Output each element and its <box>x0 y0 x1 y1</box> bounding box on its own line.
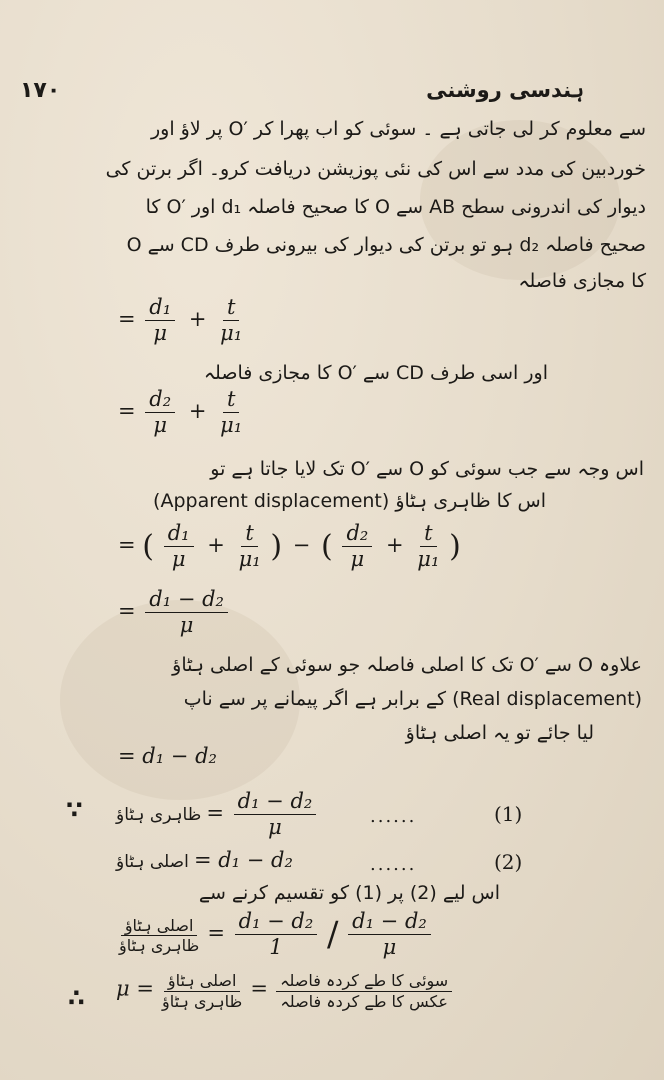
para1-line-2: خوردبین کی مدد سے اس کی نئی پوزیشن دریافت کرو۔ اگر برتن کی <box>105 158 646 180</box>
equation-2: = $\frac{\text{d₂}}{\mu}$ + $\frac{t}{\text{μ₁}}$ <box>118 387 243 438</box>
page-number: ۱۷۰ <box>20 78 61 103</box>
eq1-number: (1) <box>494 802 523 826</box>
ratio-equation: $\frac{\text{اصلی ہٹاؤ}}{\text{ظاہری ہٹاؤ}}$ = $\frac{\text{d₁ − d₂}}{1}$ / $\frac{\text{d₁ − d₂}}{\mu}$ <box>116 910 434 959</box>
numbered-equation-1: ظاہری ہٹاؤ = $\frac{\text{d₁ − d₂}}{\mu}$ <box>116 790 319 839</box>
para1-line-1: سے معلوم کر لی جاتی ہے ۔ سوئی کو اب پھرا کر ′O پر لاؤ اور <box>151 118 646 140</box>
para3-line-3: لیا جائے تو یہ اصلی ہٹاؤ <box>405 722 594 744</box>
para3-line-2: (Real displacement) کے برابر ہے اگر پیمانے پر سے ناپ <box>183 688 642 710</box>
equation-3: = ( $\frac{\text{d₁}}{\mu}$ + $\frac{t}{\text{μ₁}}$ ) − ( $\frac{\text{d₂}}{\mu}$ + $\frac{t}{\text{μ₁}}$ ) <box>118 521 461 572</box>
equation-1: = $\frac{\text{d₁}}{\mu}$ + $\frac{t}{\text{μ₁}}$ <box>118 295 243 346</box>
equation-5: = d₁ − d₂ <box>118 744 217 768</box>
para2-line-2: اس کا ظاہری ہٹاؤ (Apparent displacement) <box>153 490 546 512</box>
eq1-dots: ...... <box>370 806 417 827</box>
because-symbol: ∵ <box>66 796 83 824</box>
numbered-equation-2: اصلی ہٹاؤ = d₁ − d₂ <box>116 848 293 872</box>
divide-instruction: اس لیے (2) پر (1) کو تقسیم کرنے سے <box>198 882 500 904</box>
equation-4: = $\frac{\text{d₁ − d₂}}{\mu}$ <box>118 588 231 637</box>
running-title: ہندسی روشنی <box>426 78 584 102</box>
eq2-dots: ...... <box>370 854 417 875</box>
therefore-symbol: ∴ <box>68 984 85 1012</box>
final-equation: μ = $\frac{\text{اصلی ہٹاؤ}}{\text{ظاہری ہٹاؤ}}$ = $\frac{\text{سوئی کا طے کردہ فاصلہ}}{\text{عکس کا طے کردہ فاصلہ}}$ <box>116 972 455 1010</box>
para1-line-3: دیوار کی اندرونی سطح AB سے O کا صحیح فاصلہ d₁ اور ′O کا <box>145 196 646 218</box>
para2-line-1: اس وجہ سے جب سوئی کو O سے ′O تک لایا جاتا ہے تو <box>210 458 644 480</box>
cd-apparent-line: اور اسی طرف CD سے ′O کا مجازی فاصلہ <box>203 362 548 384</box>
eq2-number: (2) <box>494 850 523 874</box>
para3-line-1: علاوہ O سے ′O تک کا اصلی فاصلہ جو سوئی کے اصلی ہٹاؤ <box>172 654 642 676</box>
para1-line-5: کا مجازی فاصلہ <box>518 270 646 292</box>
para1-line-4: صحیح فاصلہ d₂ ہو تو برتن کی دیوار کی بیرونی طرف CD سے O <box>126 234 646 256</box>
